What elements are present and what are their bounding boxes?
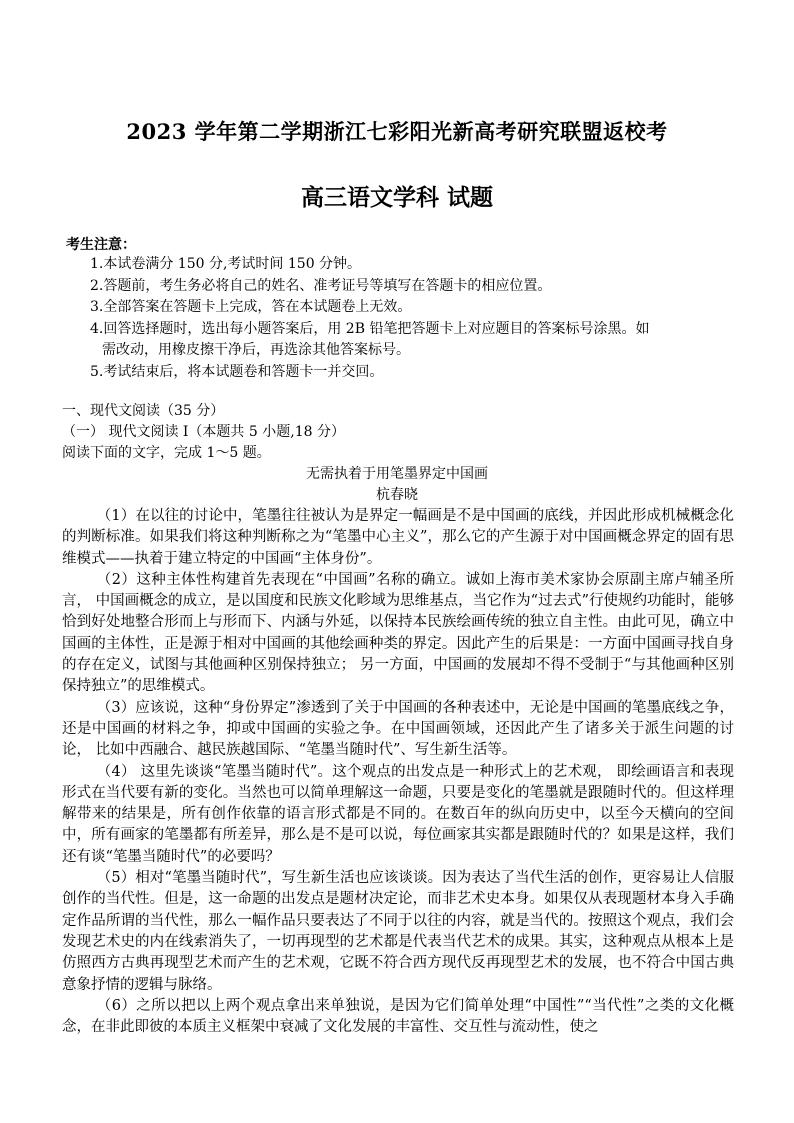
article-paragraph: （2）这种主体性构建首先表现在“中国画”名称的确立。诚如上海市美术家协会原副主席卢辅圣所言， 中国画概念的成立，是以国度和民族文化畛域为思维基点，当它作为“过去式”行使规约功能时，能够恰到好处地整合形而上与形而下、内涵与外延，以保持本民族绘画传统的独立自主性。由此可见，确立中国画的主体性，正是源于相对中国画的其他绘画种类的界定。因此产生的后果是：一方面中国画寻找自身的存在定义，试图与其他画种区别保持独立； 另一方面，中国画的发展却不得不受制于“与其他画种区别保持独立”的思维模式。	[62, 571, 734, 695]
notice-item: 4.回答选择题时，选出每小题答案后，用 2B 铅笔把答题卡上对应题目的答案标号涂黑。如	[90, 320, 650, 337]
exam-subtitle: 高三语文学科 试题	[300, 184, 493, 211]
exam-title: 2023 学年第二学期浙江七彩阳光新高考研究联盟返校考	[126, 119, 668, 144]
notice-item: 2.答题前，考生务必将自己的姓名、准考证号等填写在答题卡的相应位置。	[90, 277, 552, 294]
notice-item-continuation: 需改动，用橡皮擦干净后，再选涂其他答案标号。	[102, 342, 410, 358]
notice-item: 1.本试卷满分 150 分,考试时间 150 分钟。	[90, 256, 362, 272]
article-author: 杭春晓	[376, 487, 418, 503]
article-paragraph: （5）相对“笔墨当随时代”，写生新生活也应该谈谈。因为表达了当代生活的创作，更容易让人信服创作的当代性。但是，这一命题的出发点是题材决定论，而非艺术史本身。如果仅从表现题材本身入手确定作品所谓的当代性，那么一幅作品只要表达了不同于以往的内容，就是当代的。按照这个观点，我们会发现艺术史的内在线索消失了，一切再现型的艺术都是代表当代艺术的成果。其实，这种观点从根本上是仿照西方古典再现型艺术而产生的艺术观，它既不符合西方现代反再现型艺术的发展，也不符合中国古典意象抒情的逻辑与脉络。	[62, 870, 734, 993]
article-paragraph: （6）之所以把以上两个观点拿出来单独说，是因为它们简单处理“中国性”“当代性”之类的文化概念，在非此即彼的本质主义框架中衰减了文化发展的丰富性、交互性与流动性，使之	[62, 997, 734, 1036]
part-title: 一、现代文阅读（35 分）	[62, 403, 225, 419]
reading-instruction: 阅读下面的文字，完成 1～5 题。	[62, 445, 271, 461]
article-paragraph: （4） 这里先谈谈“笔墨当随时代”。这个观点的出发点是一种形式上的艺术观， 即绘画语言和表现形式在当代要有新的变化。当然也可以简单理解这一命题，只要是变化的笔墨就是跟随时代的。但这样理解带来的结果是，所有创作依靠的语言形式都是不同的。在数百年的纵向历史中，以至今天横向的空间中，所有画家的笔墨都有所差异，那么是不是可以说，每位画家其实都是跟随时代的？如果是这样，我们还有谈“笔墨当随时代”的必要吗？	[62, 763, 734, 865]
notice-item: 3.全部答案在答题卡上完成，答在本试题卷上无效。	[90, 299, 412, 315]
sub-section-title: （一） 现代文阅读 I（本题共 5 小题,18 分）	[62, 424, 345, 440]
article-paragraph: （1）在以往的讨论中，笔墨往往被认为是界定一幅画是不是中国画的底线，并因此形成机械概念化的判断标准。如果我们将这种判断称之为“笔墨中心主义”，那么它的产生源于对中国画概念界定的固有思维模式——执着于建立特定的中国画“主体身份”。	[62, 508, 734, 567]
article-body	[62, 506, 734, 1038]
article-paragraph: （3）应该说，这种“身份界定”渗透到了关于中国画的各种表述中，无论是中国画的笔墨底线之争，还是中国画的材料之争，抑或中国画的实验之争。在中国画领域，还因此产生了诸多关于派生问题的讨论， 比如中西融合、越民族越国际、“笔墨当随时代”、写生新生活等。	[62, 699, 734, 759]
notice-heading: 考生注意：	[66, 237, 136, 253]
article-title: 无需执着于用笔墨界定中国画	[306, 466, 488, 482]
notice-list	[66, 254, 736, 383]
notice-item: 5.考试结束后，将本试题卷和答题卡一并交回。	[90, 363, 384, 380]
